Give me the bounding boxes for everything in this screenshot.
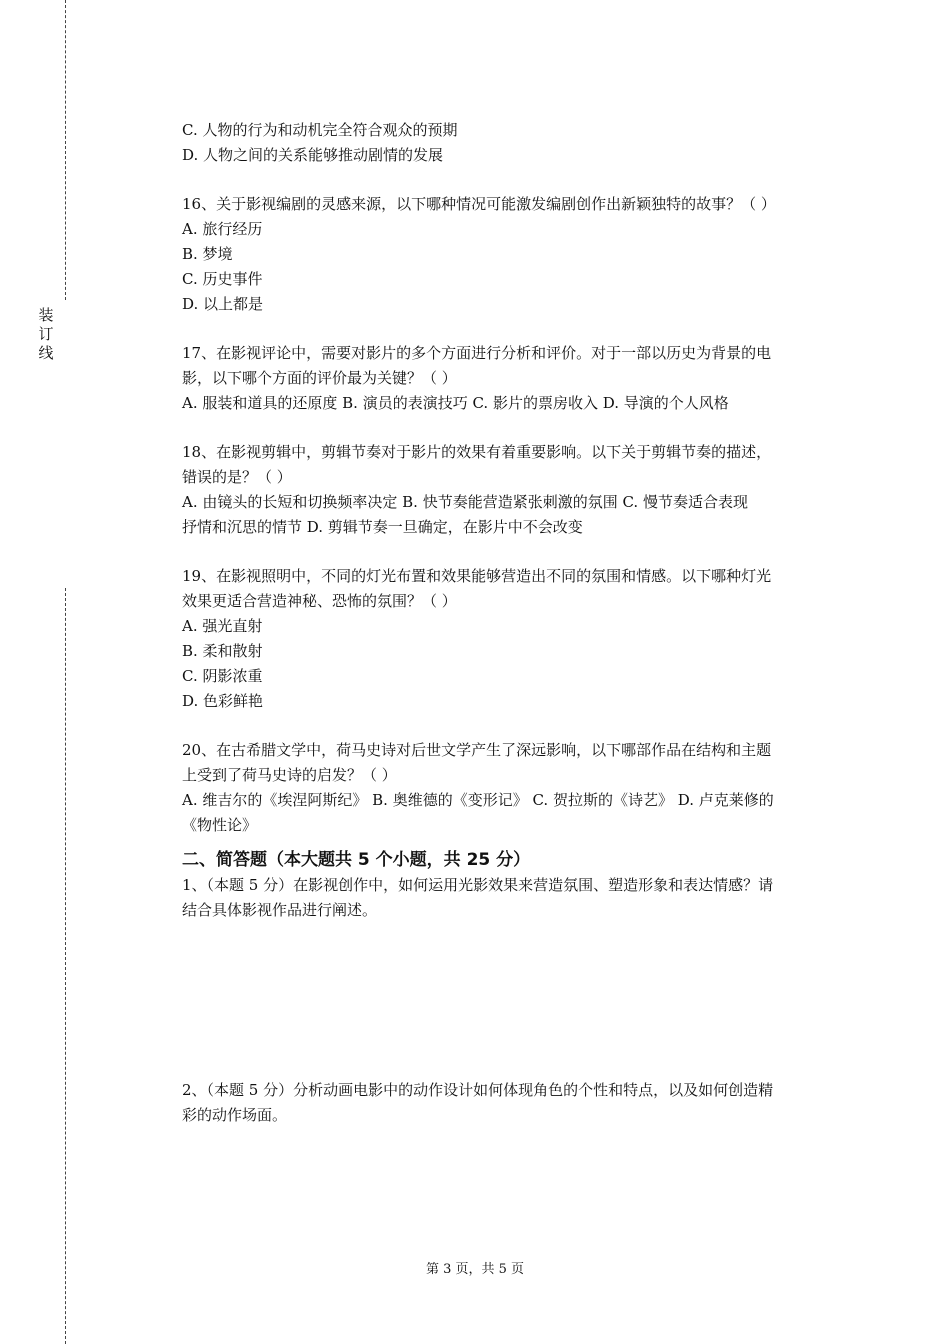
option: C. 阴影浓重 bbox=[182, 667, 263, 685]
option: B. 梦境 bbox=[182, 245, 233, 263]
question-19 bbox=[182, 564, 838, 714]
question-16 bbox=[182, 192, 838, 317]
option: B. 柔和散射 bbox=[182, 642, 263, 660]
option: A. 旅行经历 bbox=[182, 220, 263, 238]
question-stem: 19、在影视照明中，不同的灯光布置和效果能够营造出不同的氛围和情感。以下哪种灯光 bbox=[182, 567, 772, 585]
binding-line-top bbox=[65, 0, 66, 300]
options-line: 《物性论》 bbox=[182, 816, 258, 834]
question-15-options bbox=[182, 118, 838, 168]
question-18 bbox=[182, 440, 838, 540]
question-stem: 效果更适合营造神秘、恐怖的氛围？（ ） bbox=[182, 592, 457, 610]
option: C. 历史事件 bbox=[182, 270, 263, 288]
option: A. 强光直射 bbox=[182, 617, 263, 635]
options-line: 抒情和沉思的情节 D. 剪辑节奏一旦确定，在影片中不会改变 bbox=[182, 518, 583, 536]
options-line: A. 由镜头的长短和切换频率决定 B. 快节奏能营造紧张刺激的氛围 C. 慢节奏适合表现 bbox=[182, 493, 748, 511]
options-line: A. 维吉尔的《埃涅阿斯纪》 B. 奥维德的《变形记》 C. 贺拉斯的《诗艺》 D. 卢克莱修的 bbox=[182, 791, 774, 809]
binding-line-bottom bbox=[65, 588, 66, 1344]
question-stem: 1、（本题 5 分）在影视创作中，如何运用光影效果来营造氛围、塑造形象和表达情感？请 bbox=[182, 876, 774, 894]
binding-char: 订 bbox=[38, 325, 54, 343]
exam-content bbox=[182, 118, 838, 1128]
question-stem: 错误的是？（ ） bbox=[182, 468, 292, 486]
question-17 bbox=[182, 341, 838, 416]
question-stem: 影，以下哪个方面的评价最为关键？（ ） bbox=[182, 369, 457, 387]
question-stem: 16、关于影视编剧的灵感来源，以下哪种情况可能激发编剧创作出新颖独特的故事？（ ） bbox=[182, 195, 776, 213]
question-stem: 上受到了荷马史诗的启发？（ ） bbox=[182, 766, 397, 784]
option: D. 人物之间的关系能够推动剧情的发展 bbox=[182, 146, 444, 164]
question-20 bbox=[182, 738, 838, 838]
question-stem: 2、（本题 5 分）分析动画电影中的动作设计如何体现角色的个性和特点，以及如何创造精 bbox=[182, 1081, 774, 1099]
short-answer-1 bbox=[182, 873, 838, 923]
question-stem: 结合具体影视作品进行阐述。 bbox=[182, 901, 378, 919]
section-title: 二、简答题（本大题共 5 个小题，共 25 分） bbox=[182, 850, 531, 870]
question-stem: 17、在影视评论中，需要对影片的多个方面进行分析和评价。对于一部以历史为背景的电 bbox=[182, 344, 772, 362]
answer-space bbox=[182, 923, 838, 1078]
question-stem: 18、在影视剪辑中，剪辑节奏对于影片的效果有着重要影响。以下关于剪辑节奏的描述， bbox=[182, 443, 772, 461]
question-stem: 彩的动作场面。 bbox=[182, 1106, 288, 1124]
short-answer-2 bbox=[182, 1078, 838, 1128]
option: C. 人物的行为和动机完全符合观众的预期 bbox=[182, 121, 458, 139]
option: D. 色彩鲜艳 bbox=[182, 692, 264, 710]
option: D. 以上都是 bbox=[182, 295, 264, 313]
binding-char: 线 bbox=[38, 344, 54, 362]
page-number: 第 3 页，共 5 页 bbox=[425, 1262, 525, 1277]
question-stem: 20、在古希腊文学中，荷马史诗对后世文学产生了深远影响，以下哪部作品在结构和主题 bbox=[182, 741, 772, 759]
binding-char: 装 bbox=[38, 306, 54, 324]
options-line: A. 服装和道具的还原度 B. 演员的表演技巧 C. 影片的票房收入 D. 导演的个人风格 bbox=[182, 394, 729, 412]
binding-label bbox=[36, 306, 56, 363]
